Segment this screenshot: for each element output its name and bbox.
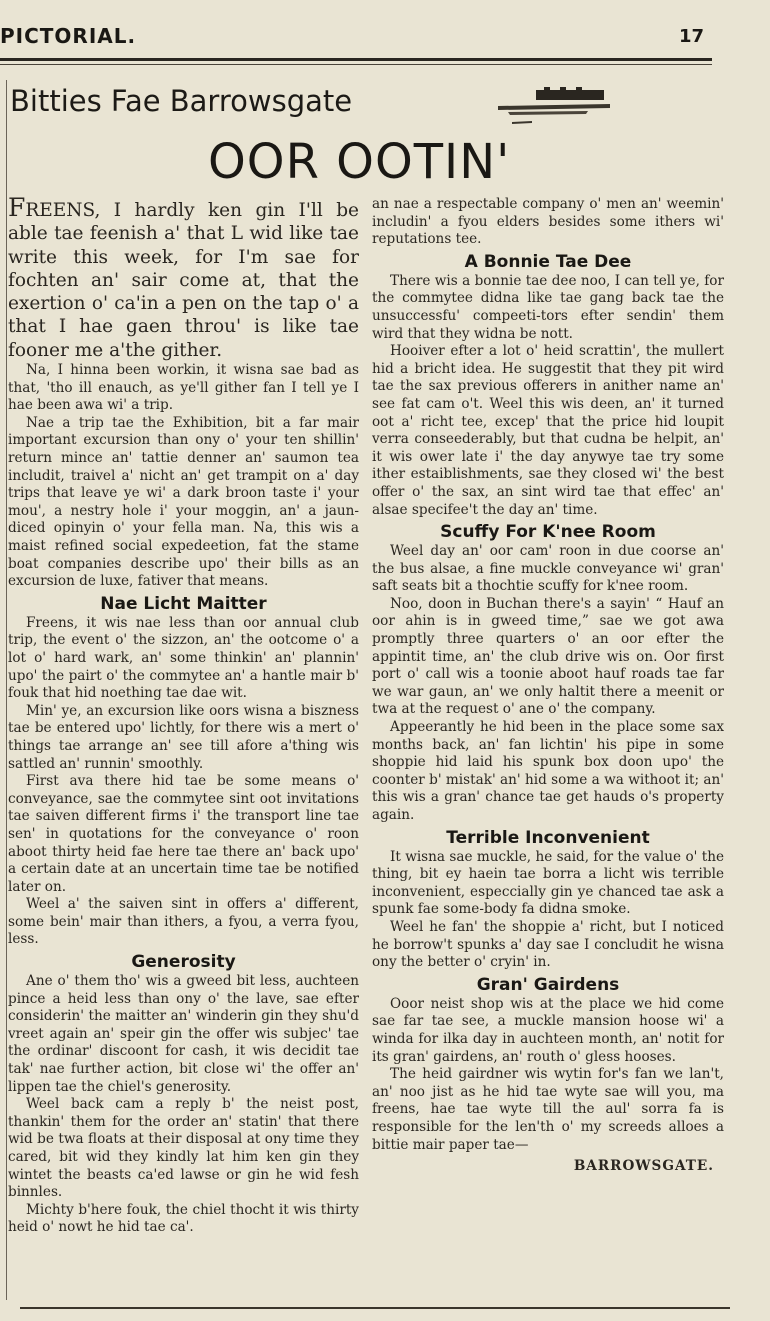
paragraph: Min' ye, an excursion like oors wisna a biszness tae be entered upo' lichtly, for there wis a mert o' things tae arrange an' see till afore a'thing wis sattled an' runnin' smoothly. — [8, 702, 359, 772]
header-rule-thin — [0, 64, 712, 65]
author-signature: BARROWSGATE. — [573, 1158, 714, 1175]
paragraph: Weel he fan' the shoppie a' richt, but I noticed he borrow't spunks a' day sae I concludit he wisna ony the better o' cryin' in. — [372, 918, 724, 971]
right-column — [372, 196, 724, 1176]
section-name: PICTORIAL. — [0, 24, 137, 48]
article-title: OOR OOTIN' — [208, 134, 511, 190]
subheading: Gran' Gairdens — [476, 974, 620, 995]
page-number: 17 — [678, 26, 704, 47]
paragraph: Freens, it wis nae less than oor annual club trip, the event o' the sizzon, an' the ootcome o' a lot o' hard wark, an' some thinkin' an' plannin' upo' the pairt o' the commytee an' a hantle mair b' fouk that hid noething tae dae wit. — [8, 614, 359, 702]
paragraph: Weel a' the saiven sint in offers a' different, some bein' mair than ithers, a fyou, a verra fyou, less. — [8, 896, 359, 948]
subheading: Scuffy For K'nee Room — [440, 522, 656, 543]
lead-paragraph — [8, 193, 359, 362]
subheading: Generosity — [131, 952, 236, 973]
paragraph: Michty b'here fouk, the chiel thocht it wis thirty heid o' nowt he hid tae ca'. — [8, 1201, 359, 1236]
paragraph: Na, I hinna been workin, it wisna sae bad as that, 'tho ill enauch, as ye'll gither fan I tell ye I hae been awa wi' a trip. — [8, 362, 359, 414]
footer-rule — [20, 1307, 730, 1309]
paragraph: Ooor neist shop wis at the place we hid come sae far tae see, a muckle mansion hoose wi' a winda for ilka day in auchteen month, an' notit for its gran' gairdens, an' routh o' gless hooses. — [372, 995, 724, 1065]
paragraph: Ane o' them tho' wis a gweed bit less, auchteen pince a heid less than ony o' the lave, sae efter considerin' the maitter an' winderin gin they shu'd vreet again an' speir gin the offer wis subjec' tae the ordinar' discoont for cash, it wis decidit tae tak' nae further action, bit close wi' the offer an' lippen tae the chiel's generosity. — [8, 973, 359, 1095]
paragraph: Hooiver efter a lot o' heid scrattin', the mullert hid a bricht idea. He suggestit that they pit wird tae the sax previous offerers in anither name an' see fat cam o't. Weel this wis deen, an' it turned oot a' richt tee, excep' that the price hid loupit verra conseederably, but that cudna be helpit, an' it wis ower late i' the day anywye tae try some ither estaiblishments, sae they closed wi' the best offer o' the sax, an sint wird tae that effec' an' alsae specifee't the day an' time. — [372, 343, 724, 518]
paragraph: Nae a trip tae the Exhibition, bit a far mair important excursion than ony o' your ten shillin' return mince an' tattie denner an' saumon tea includit, traivel a' nicht an' get trampit on a' day trips that leave ye wi' a dark broon taste i' your mou', a nestry hole i' your moggin, an' a jaun-diced opinyin o' your fella man. Na, this wis a maist refined social expedeetion, fat the stame boat companies describe upo' their bills as an excursion de luxe, fativer that means. — [8, 414, 359, 590]
column-kicker: Bitties Fae Barrowsgate — [10, 84, 353, 118]
paragraph: Weel day an' oor cam' roon in due coorse an' the bus alsae, a fine muckle conveyance wi' gran' saft seats bit a thochtie scuffy for k'nee room. — [372, 543, 724, 595]
column-border — [6, 80, 7, 1300]
subheading: Terrible Inconvenient — [446, 827, 650, 848]
paragraph: It wisna sae muckle, he said, for the value o' the thing, bit ey haein tae borra a licht wis terrible inconvenient, especcially gin ye chanced tae ask a spunk fae some-body fa didna smoke. — [372, 848, 724, 918]
subheading: A Bonnie Tae Dee — [464, 251, 632, 272]
paragraph: First ava there hid tae be some means o' conveyance, sae the commytee sint oot invitations tae saiven different firms i' the transport line tae sen' in quotations for the conveyance o' roon aboot thirty heid fae here tae there an' back upo' a certain date at an uncertain time tae be notified later on. — [8, 773, 359, 895]
paragraph: an nae a respectable company o' men an' weemin' includin' a fyou elders besides some ithers wi' reputations tee. — [372, 196, 724, 248]
paragraph: Weel back cam a reply b' the neist post, thankin' them for the order an' statin' that there wid be twa floats at their disposal at ony time they cared, bit wid they kindly lat him ken gin they wintet the beasts ca'ed lawse or gin he wid fesh binnles. — [8, 1096, 359, 1201]
lead-text: REENS, I hardly ken gin I'll be able tae feenish a' that L wid like tae write this week, for I'm sae for fochten an' sair come at, that the exertion o' ca'in a pen on the tap o' a that I hae gaen throu' is like tae fooner me a'the gither. — [8, 200, 359, 361]
paragraph: There wis a bonnie tae dee noo, I can tell ye, for the commytee didna like tae gang back tae the unsuccessfu' compeeti-tors efter sendin' them wird that they widna be nott. — [372, 272, 724, 342]
drop-cap: F — [8, 193, 26, 222]
ship-logo-icon — [498, 86, 610, 132]
header-rule — [0, 58, 712, 61]
left-column — [8, 193, 359, 1237]
subheading: Nae Licht Maitter — [100, 593, 267, 614]
paragraph: The heid gairdner wis wytin for's fan we lan't, an' noo jist as he hid tae wyte sae will you, ma freens, hae tae wyte till the aul' sorra fa is responsible for the len'th o' my screeds alloes a bittie mair paper tae— — [372, 1066, 724, 1153]
paragraph: Noo, doon in Buchan there's a sayin' “ Hauf an oor ahin is in gweed time,” sae we got awa promptly three quarters o' an oor efter the appintit time, an' the club drive wis on. Oor first port o' call wis a toonie aboot hauf roads tae far we war gaun, an' we only haltit there a meenit or twa at the request o' ane o' the company. — [372, 595, 724, 718]
paragraph: Appeerantly he hid been in the place some sax months back, an' fan lichtin' his pipe in some shoppie hid laid his spunk box doon upo' the coonter b' mistak' an' hid some a wa withoot it; an' this wis a gran' chance tae get hauds o's property again. — [372, 719, 724, 823]
